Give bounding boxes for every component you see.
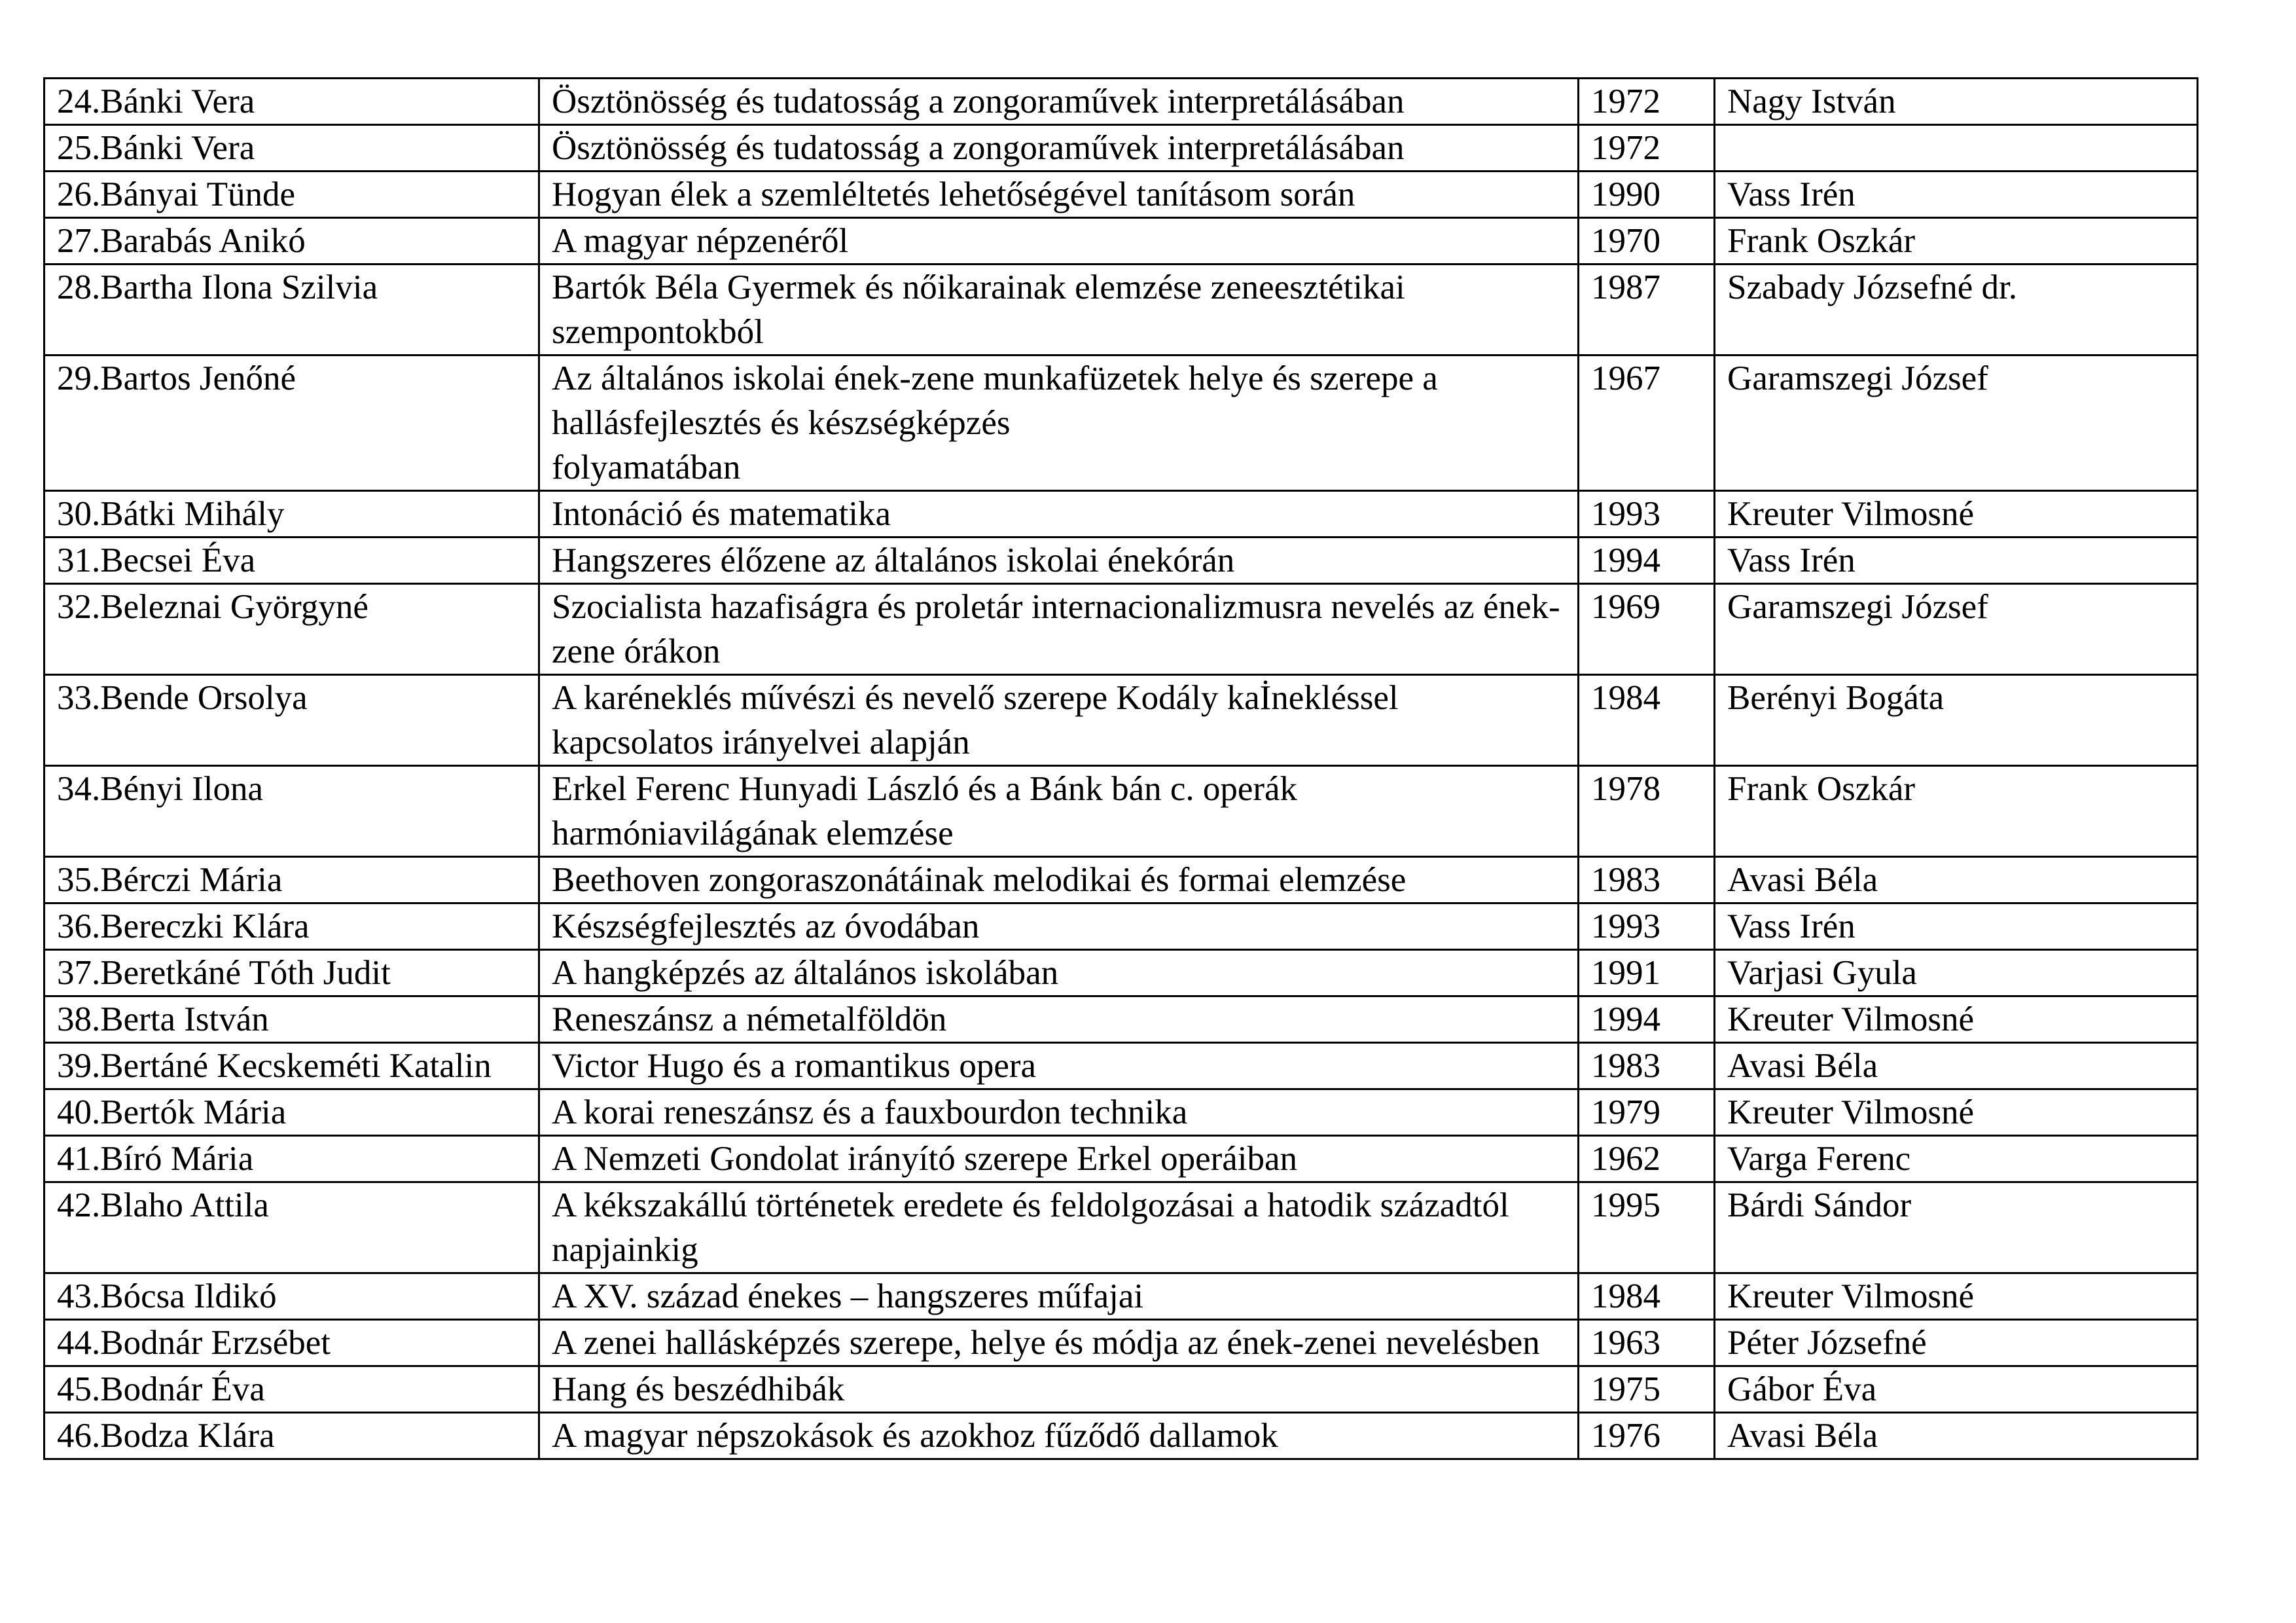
table-row	[45, 125, 2198, 172]
year-cell: 1969	[1579, 584, 1715, 675]
thesis-title-cell: A magyar népzenéről	[539, 218, 1579, 264]
author-entry	[57, 1183, 526, 1228]
entry-number: 42.	[57, 1186, 101, 1224]
thesis-title-cell: A XV. század énekes – hangszeres műfajai	[539, 1273, 1579, 1320]
author-cell	[45, 218, 539, 264]
author-cell	[45, 264, 539, 356]
thesis-title-cell: Ösztönösség és tudatosság a zongoraművek interpretálásában	[539, 125, 1579, 172]
author-name: Bérczi Mária	[100, 861, 283, 899]
thesis-title-cell: Ösztönösség és tudatosság a zongoraművek interpretálásában	[539, 79, 1579, 125]
advisor-cell: Kreuter Vilmosné	[1715, 1273, 2198, 1320]
author-name: Bartha Ilona Szilvia	[100, 268, 378, 306]
thesis-title-cell: Az általános iskolai ének-zene munkafüzetek helye és szerepe a hallásfejlesztés és készségképzés folyamatában	[539, 356, 1579, 491]
table-row	[45, 857, 2198, 903]
advisor-cell: Nagy István	[1715, 79, 2198, 125]
thesis-table	[43, 77, 2198, 1460]
table-row	[45, 996, 2198, 1043]
year-cell: 1987	[1579, 264, 1715, 356]
table-row	[45, 1089, 2198, 1136]
author-cell	[45, 1413, 539, 1459]
table-row	[45, 1273, 2198, 1320]
author-name: Bátki Mihály	[100, 495, 285, 533]
author-name: Berta István	[100, 1000, 269, 1038]
author-entry	[57, 767, 526, 811]
advisor-cell	[1715, 125, 2198, 172]
entry-number: 32.	[57, 588, 101, 626]
entry-number: 28.	[57, 268, 101, 306]
entry-number: 25.	[57, 129, 101, 167]
thesis-title-cell: A Nemzeti Gondolat irányító szerepe Erkel operáiban	[539, 1136, 1579, 1182]
author-name: Barabás Anikó	[100, 222, 306, 260]
author-cell	[45, 79, 539, 125]
author-entry	[57, 492, 526, 536]
thesis-title-cell: A zenei hallásképzés szerepe, helye és módja az ének-zenei nevelésben	[539, 1320, 1579, 1366]
advisor-cell: Berényi Bogáta	[1715, 675, 2198, 766]
year-cell: 1991	[1579, 950, 1715, 996]
advisor-cell: Kreuter Vilmosné	[1715, 996, 2198, 1043]
year-cell: 1967	[1579, 356, 1715, 491]
entry-number: 41.	[57, 1140, 101, 1178]
author-name: Bodnár Éva	[100, 1370, 265, 1408]
table-row	[45, 950, 2198, 996]
author-name: Bánki Vera	[100, 82, 255, 120]
thesis-title-cell: Victor Hugo és a romantikus opera	[539, 1043, 1579, 1089]
table-row	[45, 491, 2198, 538]
thesis-title-cell: Szocialista hazafiságra és proletár internacionalizmusra nevelés az ének-zene órákon	[539, 584, 1579, 675]
advisor-cell: Frank Oszkár	[1715, 218, 2198, 264]
author-entry	[57, 265, 526, 310]
author-cell	[45, 1182, 539, 1273]
advisor-cell: Varjasi Gyula	[1715, 950, 2198, 996]
thesis-title-cell: A magyar népszokások és azokhoz fűződő dallamok	[539, 1413, 1579, 1459]
author-name: Bíró Mária	[100, 1140, 254, 1178]
advisor-cell: Kreuter Vilmosné	[1715, 1089, 2198, 1136]
year-cell: 1978	[1579, 766, 1715, 857]
year-cell: 1990	[1579, 172, 1715, 218]
advisor-cell: Avasi Béla	[1715, 1043, 2198, 1089]
author-name: Bereczki Klára	[100, 907, 310, 945]
advisor-cell: Vass Irén	[1715, 903, 2198, 950]
entry-number: 37.	[57, 954, 101, 992]
table-row	[45, 1182, 2198, 1273]
author-name: Bertáné Kecskeméti Katalin	[100, 1047, 492, 1085]
table-row	[45, 1320, 2198, 1366]
year-cell: 1972	[1579, 125, 1715, 172]
table-row	[45, 218, 2198, 264]
author-cell	[45, 950, 539, 996]
advisor-cell: Péter Józsefné	[1715, 1320, 2198, 1366]
year-cell: 1976	[1579, 1413, 1715, 1459]
author-name: Becsei Éva	[100, 541, 256, 579]
author-cell	[45, 1366, 539, 1413]
author-name: Bartos Jenőné	[100, 359, 296, 397]
author-cell	[45, 584, 539, 675]
author-entry	[57, 1044, 526, 1088]
thesis-title-cell: Intonáció és matematika	[539, 491, 1579, 538]
table-row	[45, 584, 2198, 675]
thesis-title-cell: Bartók Béla Gyermek és nőikarainak elemzése zeneesztétikai szempontokból	[539, 264, 1579, 356]
author-name: Bende Orsolya	[100, 679, 308, 717]
author-cell	[45, 996, 539, 1043]
advisor-cell: Avasi Béla	[1715, 857, 2198, 903]
author-entry	[57, 1321, 526, 1365]
author-name: Bányai Tünde	[100, 175, 296, 213]
table-row	[45, 766, 2198, 857]
entry-number: 38.	[57, 1000, 101, 1038]
entry-number: 35.	[57, 861, 101, 899]
year-cell: 1984	[1579, 1273, 1715, 1320]
year-cell: 1972	[1579, 79, 1715, 125]
author-entry	[57, 858, 526, 902]
thesis-title-cell: Készségfejlesztés az óvodában	[539, 903, 1579, 950]
year-cell: 1975	[1579, 1366, 1715, 1413]
advisor-cell: Avasi Béla	[1715, 1413, 2198, 1459]
author-cell	[45, 1043, 539, 1089]
entry-number: 44.	[57, 1324, 101, 1362]
year-cell: 1984	[1579, 675, 1715, 766]
year-cell: 1993	[1579, 491, 1715, 538]
author-entry	[57, 1367, 526, 1412]
author-entry	[57, 79, 526, 124]
entry-number: 24.	[57, 82, 101, 120]
author-name: Bócsa Ildikó	[100, 1277, 277, 1315]
author-entry	[57, 1137, 526, 1181]
entry-number: 43.	[57, 1277, 101, 1315]
author-name: Bodza Klára	[100, 1417, 275, 1455]
advisor-cell: Kreuter Vilmosné	[1715, 491, 2198, 538]
entry-number: 36.	[57, 907, 101, 945]
author-entry	[57, 1274, 526, 1319]
author-cell	[45, 857, 539, 903]
author-entry	[57, 126, 526, 170]
advisor-cell: Gábor Éva	[1715, 1366, 2198, 1413]
author-entry	[57, 676, 526, 720]
entry-number: 46.	[57, 1417, 101, 1455]
author-entry	[57, 585, 526, 629]
entry-number: 40.	[57, 1093, 101, 1131]
author-entry	[57, 997, 526, 1042]
entry-number: 45.	[57, 1370, 101, 1408]
thesis-title-cell: A karéneklés művészi és nevelő szerepe Kodály kaİnekléssel kapcsolatos irányelvei alapján	[539, 675, 1579, 766]
author-name: Beleznai Györgyné	[100, 588, 368, 626]
advisor-cell: Szabady Józsefné dr.	[1715, 264, 2198, 356]
thesis-title-cell: A hangképzés az általános iskolában	[539, 950, 1579, 996]
author-cell	[45, 538, 539, 584]
thesis-title-cell: Reneszánsz a németalföldön	[539, 996, 1579, 1043]
entry-number: 29.	[57, 359, 101, 397]
author-entry	[57, 219, 526, 263]
table-row	[45, 538, 2198, 584]
author-entry	[57, 172, 526, 217]
table-row	[45, 1366, 2198, 1413]
thesis-title-cell: A korai reneszánsz és a fauxbourdon technika	[539, 1089, 1579, 1136]
thesis-title-cell: A kékszakállú történetek eredete és feldolgozásai a hatodik századtól napjainkig	[539, 1182, 1579, 1273]
advisor-cell: Garamszegi József	[1715, 584, 2198, 675]
entry-number: 34.	[57, 770, 101, 808]
year-cell: 1994	[1579, 996, 1715, 1043]
year-cell: 1962	[1579, 1136, 1715, 1182]
entry-number: 33.	[57, 679, 101, 717]
author-name: Bényi Ilona	[100, 770, 263, 808]
year-cell: 1983	[1579, 1043, 1715, 1089]
entry-number: 26.	[57, 175, 101, 213]
table-row	[45, 1413, 2198, 1459]
author-entry	[57, 951, 526, 995]
advisor-cell: Garamszegi József	[1715, 356, 2198, 491]
year-cell: 1994	[1579, 538, 1715, 584]
entry-number: 27.	[57, 222, 101, 260]
year-cell: 1979	[1579, 1089, 1715, 1136]
author-cell	[45, 1136, 539, 1182]
table-row	[45, 172, 2198, 218]
advisor-cell: Vass Irén	[1715, 538, 2198, 584]
author-cell	[45, 1089, 539, 1136]
year-cell: 1963	[1579, 1320, 1715, 1366]
advisor-cell: Frank Oszkár	[1715, 766, 2198, 857]
table-row	[45, 356, 2198, 491]
table-row	[45, 79, 2198, 125]
author-name: Bánki Vera	[100, 129, 255, 167]
table-row	[45, 903, 2198, 950]
thesis-title-cell: Erkel Ferenc Hunyadi László és a Bánk bán c. operák harmóniavilágának elemzése	[539, 766, 1579, 857]
author-entry	[57, 1413, 526, 1458]
thesis-title-cell: Hang és beszédhibák	[539, 1366, 1579, 1413]
author-cell	[45, 172, 539, 218]
author-cell	[45, 491, 539, 538]
author-name: Blaho Attila	[100, 1186, 269, 1224]
author-entry	[57, 356, 526, 401]
author-cell	[45, 1320, 539, 1366]
author-entry	[57, 1090, 526, 1135]
entry-number: 31.	[57, 541, 101, 579]
author-cell	[45, 1273, 539, 1320]
year-cell: 1995	[1579, 1182, 1715, 1273]
thesis-table-body	[45, 79, 2198, 1459]
advisor-cell: Vass Irén	[1715, 172, 2198, 218]
table-row	[45, 264, 2198, 356]
table-row	[45, 1136, 2198, 1182]
advisor-cell: Bárdi Sándor	[1715, 1182, 2198, 1273]
year-cell: 1993	[1579, 903, 1715, 950]
year-cell: 1970	[1579, 218, 1715, 264]
table-row	[45, 675, 2198, 766]
author-cell	[45, 903, 539, 950]
author-cell	[45, 356, 539, 491]
thesis-title-cell: Beethoven zongoraszonátáinak melodikai és formai elemzése	[539, 857, 1579, 903]
author-name: Bertók Mária	[100, 1093, 287, 1131]
author-cell	[45, 125, 539, 172]
table-row	[45, 1043, 2198, 1089]
entry-number: 30.	[57, 495, 101, 533]
thesis-title-cell: Hogyan élek a szemléltetés lehetőségével tanításom során	[539, 172, 1579, 218]
author-name: Beretkáné Tóth Judit	[100, 954, 391, 992]
advisor-cell: Varga Ferenc	[1715, 1136, 2198, 1182]
author-entry	[57, 904, 526, 949]
author-name: Bodnár Erzsébet	[100, 1324, 331, 1362]
author-cell	[45, 766, 539, 857]
author-cell	[45, 675, 539, 766]
thesis-title-cell: Hangszeres élőzene az általános iskolai énekórán	[539, 538, 1579, 584]
entry-number: 39.	[57, 1047, 101, 1085]
author-entry	[57, 538, 526, 583]
year-cell: 1983	[1579, 857, 1715, 903]
